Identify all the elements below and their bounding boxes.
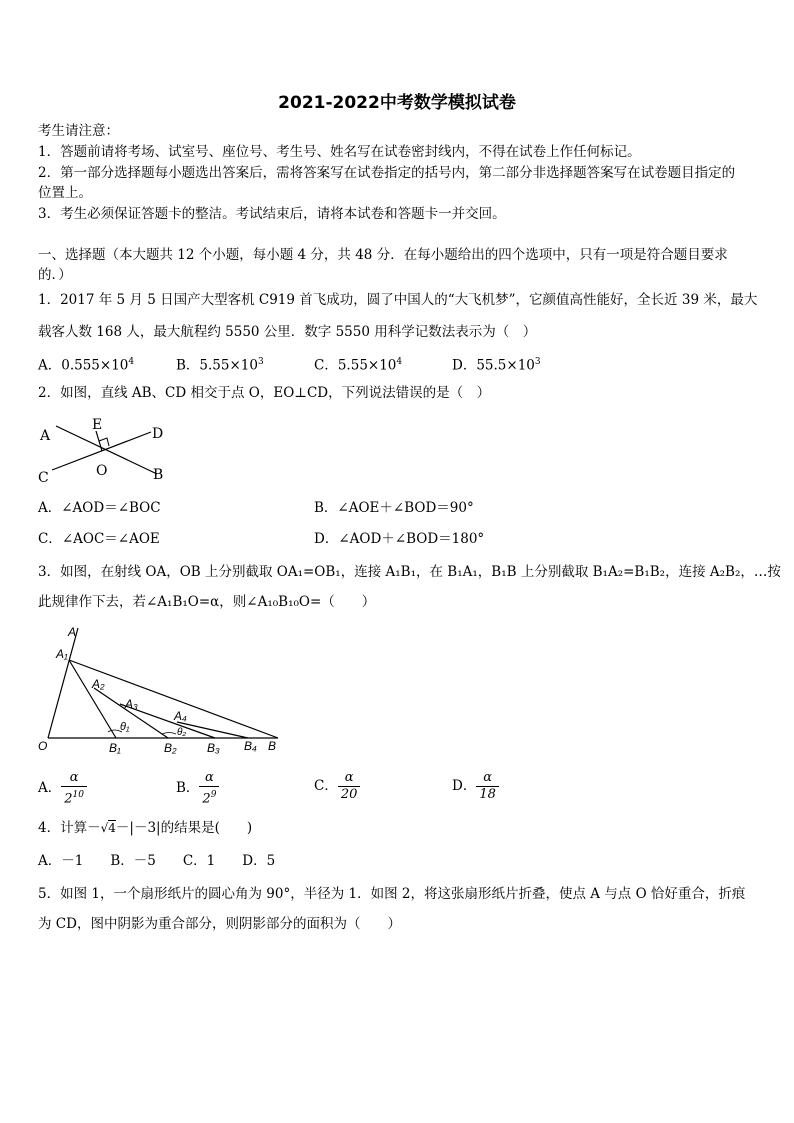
q2-option-c: C．∠AOC＝∠AOE (38, 531, 160, 547)
q3-option-a: A． $\frac{\alpha}{2^{10}}$ (38, 770, 87, 807)
label-b1: B₁ (109, 741, 121, 755)
question-3-stem: 3．如图，在射线 OA，OB 上分别截取 OA₁=OB₁，连接 A₁B₁，在 B₁A₁，B₁B 上分别截取 B₁A₂=B₁B₂，连接 A₂B₂，…按 (38, 564, 781, 580)
segment-a4b4 (177, 722, 248, 738)
section-heading-cont: 的．） (38, 267, 72, 283)
label-b2: B₂ (164, 741, 177, 755)
label-a2: A₂ (92, 677, 105, 691)
label-a: A (68, 625, 77, 639)
label-b: B (153, 467, 164, 483)
label-a: A (40, 428, 51, 444)
label-o: O (38, 739, 48, 753)
notice-heading: 考生请注意： (38, 123, 119, 139)
question-5-stem-cont: 为 CD，图中阴影为重合部分，则阴影部分的面积为（ ） (38, 916, 401, 932)
label-d: D (152, 426, 164, 442)
question-1-stem-cont: 载客人数 168 人，最大航程约 5550 公里．数字 5550 用科学记数法表示为（ ） (38, 324, 537, 340)
question-5-stem: 5．如图 1，一个扇形纸片的圆心角为 90°，半径为 1．如图 2，将这张扇形纸片折叠，使点 A 与点 O 恰好重合，折痕 (38, 886, 746, 902)
notice-item: 2．第一部分选择题每小题选出答案后，需将答案写在试卷指定的括号内，第二部分非选择题答案写在试卷题目指定的 (38, 165, 736, 181)
label-b4: B₄ (244, 739, 257, 753)
label-a4: A₄ (174, 709, 187, 723)
segment-a1b1 (69, 660, 116, 738)
q1-option-d: D．$55.5\times 10^3$ (452, 357, 541, 374)
label-b3: B₃ (207, 741, 220, 755)
q4-options: A．－1 B．－5 C．1 D．5 (38, 853, 276, 869)
notice-item: 位置上。 (38, 185, 92, 201)
label-theta2: θ₂ (177, 727, 187, 738)
q1-option-a: A．$0.555\times 10^4$ (38, 357, 135, 374)
notice-item: 3．考生必须保证答题卡的整洁。考试结束后，请将本试卷和答题卡一并交回。 (38, 206, 506, 222)
page-title: 2021-2022中考数学模拟试卷 (278, 93, 516, 113)
ray-oa (48, 628, 78, 738)
q2-option-d: D．∠AOD＋∠BOD＝180° (314, 531, 485, 547)
q2-option-b: B．∠AOE＋∠BOD＝90° (314, 500, 474, 516)
q3-option-c: C． $\frac{\alpha}{20}$ (314, 770, 360, 803)
q2-figure (30, 412, 180, 488)
label-theta1: θ₁ (120, 721, 130, 733)
q1-option-c: C．$5.55\times 10^4$ (314, 357, 403, 374)
q2-option-a: A．∠AOD＝∠BOC (38, 500, 161, 516)
question-2-stem: 2．如图，直线 AB、CD 相交于点 O，EO⊥CD，下列说法错误的是（ ） (38, 385, 491, 401)
segment-a2b2 (94, 688, 168, 738)
angle-mark-2 (162, 733, 176, 735)
label-o: O (96, 463, 108, 479)
line-a1b (69, 660, 278, 738)
q3-option-b: B． $\frac{\alpha}{2^9}$ (176, 770, 219, 807)
label-e: E (92, 417, 103, 433)
q3-figure (36, 622, 286, 758)
label-a3: A₃ (125, 697, 138, 711)
q3-option-d: D． $\frac{\alpha}{18}$ (452, 770, 499, 803)
label-c: C (38, 470, 49, 486)
section-heading: 一、选择题（本大题共 12 个小题，每小题 4 分，共 48 分．在每小题给出的四个选项中，只有一项是符合题目要求 (38, 247, 728, 263)
question-1-stem: 1．2017 年 5 月 5 日国产大型客机 C919 首飞成功，圆了中国人的“大飞机梦”，它颜值高性能好，全长近 39 米，最大 (38, 292, 758, 308)
label-a1: A₁ (56, 647, 68, 661)
label-b: B (268, 739, 277, 753)
q1-option-b: B．$5.55\times 10^3$ (176, 357, 264, 374)
question-4-stem: 4．计算－√4－|－3|的结果是( ) (38, 820, 253, 836)
notice-item: 1．答题前请将考场、试室号、座位号、考生号、姓名写在试卷密封线内，不得在试卷上作任何标记。 (38, 144, 641, 160)
question-3-stem-cont: 此规律作下去，若∠A₁B₁O=α，则∠A₁₀B₁₀O=（ ） (38, 594, 376, 610)
